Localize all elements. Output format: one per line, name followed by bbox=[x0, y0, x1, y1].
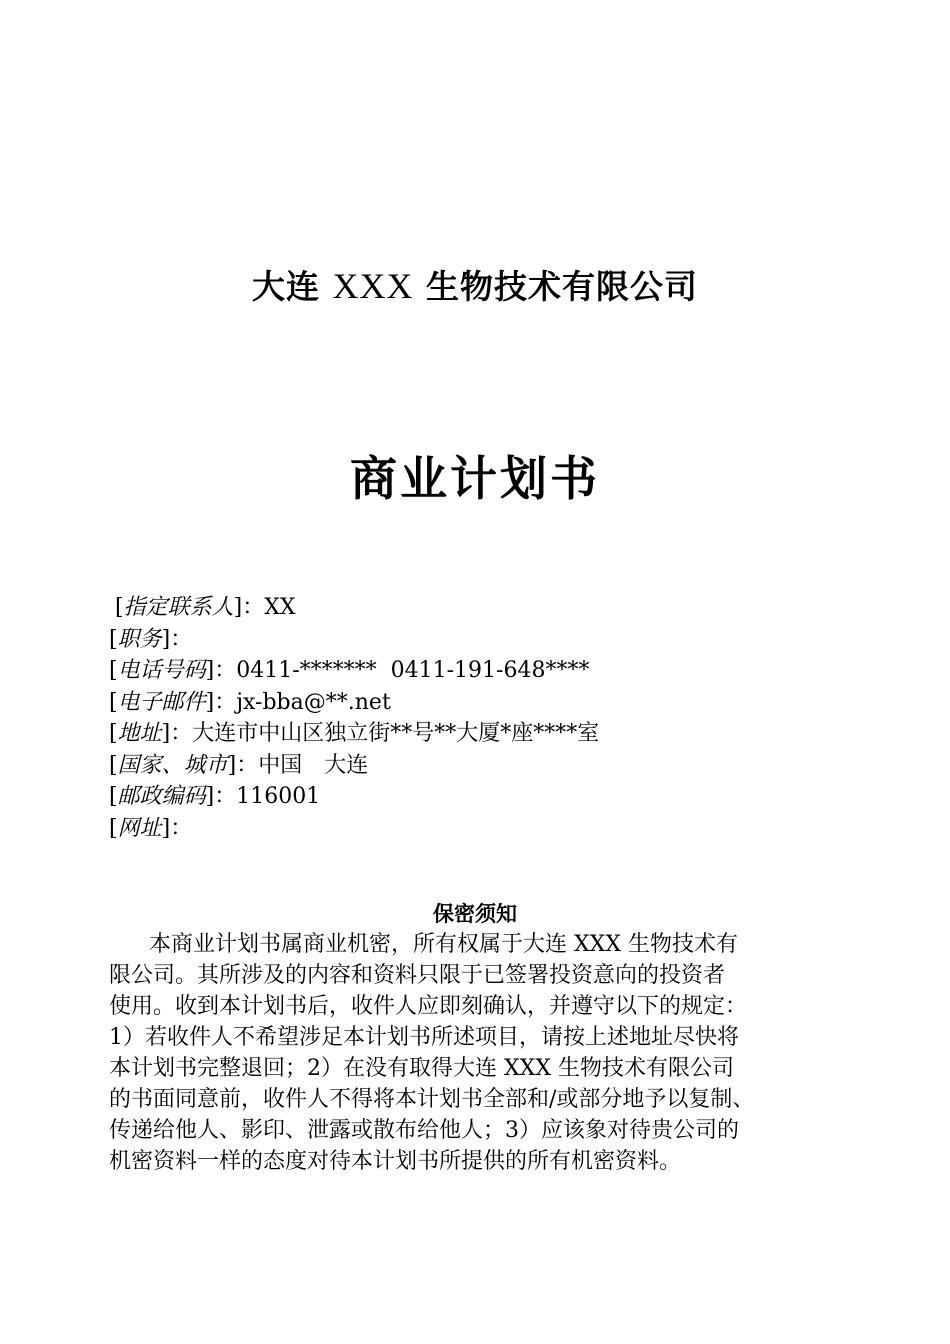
contact-value: 0411-******* 0411-191-648**** bbox=[236, 658, 590, 683]
company-name-latin: XXX bbox=[332, 266, 414, 306]
confidentiality-notice-title: 保密须知 bbox=[433, 901, 517, 926]
contact-value: jx-bba@**.net bbox=[236, 689, 391, 715]
contact-line-phone: [电话号码]：0411-******* 0411-191-648**** bbox=[109, 658, 590, 683]
notice-line: 使用。收到本计划书后，收件人应即刻确认，并遵守以下的规定： bbox=[109, 994, 748, 1019]
contact-value: 大连市中山区独立街**号**大厦*座****室 bbox=[192, 721, 600, 746]
notice-line: 本商业计划书属商业机密，所有权属于大连 XXX 生物技术有 bbox=[149, 932, 738, 957]
notice-line: 1）若收件人不希望涉足本计划书所述项目，请按上述地址尽快将 bbox=[109, 1025, 739, 1050]
notice-line: 传递给他人、影印、泄露或散布给他人；3）应该象对待贵公司的 bbox=[109, 1118, 739, 1143]
contact-info-block bbox=[109, 592, 849, 844]
contact-line-email: [电子邮件]：jx-bba@**.net bbox=[109, 689, 391, 715]
contact-label: 国家、城市 bbox=[117, 752, 228, 778]
notice-line: 机密资料一样的态度对待本计划书所提供的所有机密资料。 bbox=[109, 1149, 682, 1174]
confidentiality-notice-body bbox=[109, 929, 854, 1177]
contact-line-website: [网址]： bbox=[109, 815, 193, 841]
contact-line-liaison: [指定联系人]：XX bbox=[115, 595, 296, 620]
contact-label: 职务 bbox=[117, 626, 162, 652]
contact-value: 116001 bbox=[236, 784, 321, 809]
contact-line-position: [职务]： bbox=[109, 626, 193, 652]
notice-line: 的书面同意前，收件人不得将本计划书全部和/或部分地予以复制、 bbox=[109, 1087, 755, 1112]
contact-line-address: [地址]：大连市中山区独立街**号**大厦*座****室 bbox=[109, 721, 600, 746]
contact-value: 中国 大连 bbox=[258, 752, 369, 778]
contact-label: 邮政编码 bbox=[117, 784, 206, 809]
document-title: 商业计划书 bbox=[350, 452, 600, 507]
contact-label: 电话号码 bbox=[117, 658, 206, 683]
contact-label: 网址 bbox=[117, 815, 162, 841]
contact-label: 指定联系人 bbox=[123, 595, 234, 620]
company-name bbox=[0, 262, 950, 311]
contact-label: 电子邮件 bbox=[117, 689, 206, 715]
contact-value: XX bbox=[264, 595, 296, 620]
company-name-suffix: 生物技术有限公司 bbox=[426, 267, 698, 306]
contact-label: 地址 bbox=[117, 721, 162, 746]
notice-line: 限公司。其所涉及的内容和资料只限于已签署投资意向的投资者 bbox=[109, 963, 726, 988]
contact-line-postcode: [邮政编码]：116001 bbox=[109, 784, 321, 809]
notice-line: 本计划书完整退回；2）在没有取得大连 XXX 生物技术有限公司 bbox=[109, 1056, 734, 1081]
company-name-prefix: 大连 bbox=[252, 267, 320, 306]
contact-line-country-city: [国家、城市]：中国 大连 bbox=[109, 752, 369, 778]
